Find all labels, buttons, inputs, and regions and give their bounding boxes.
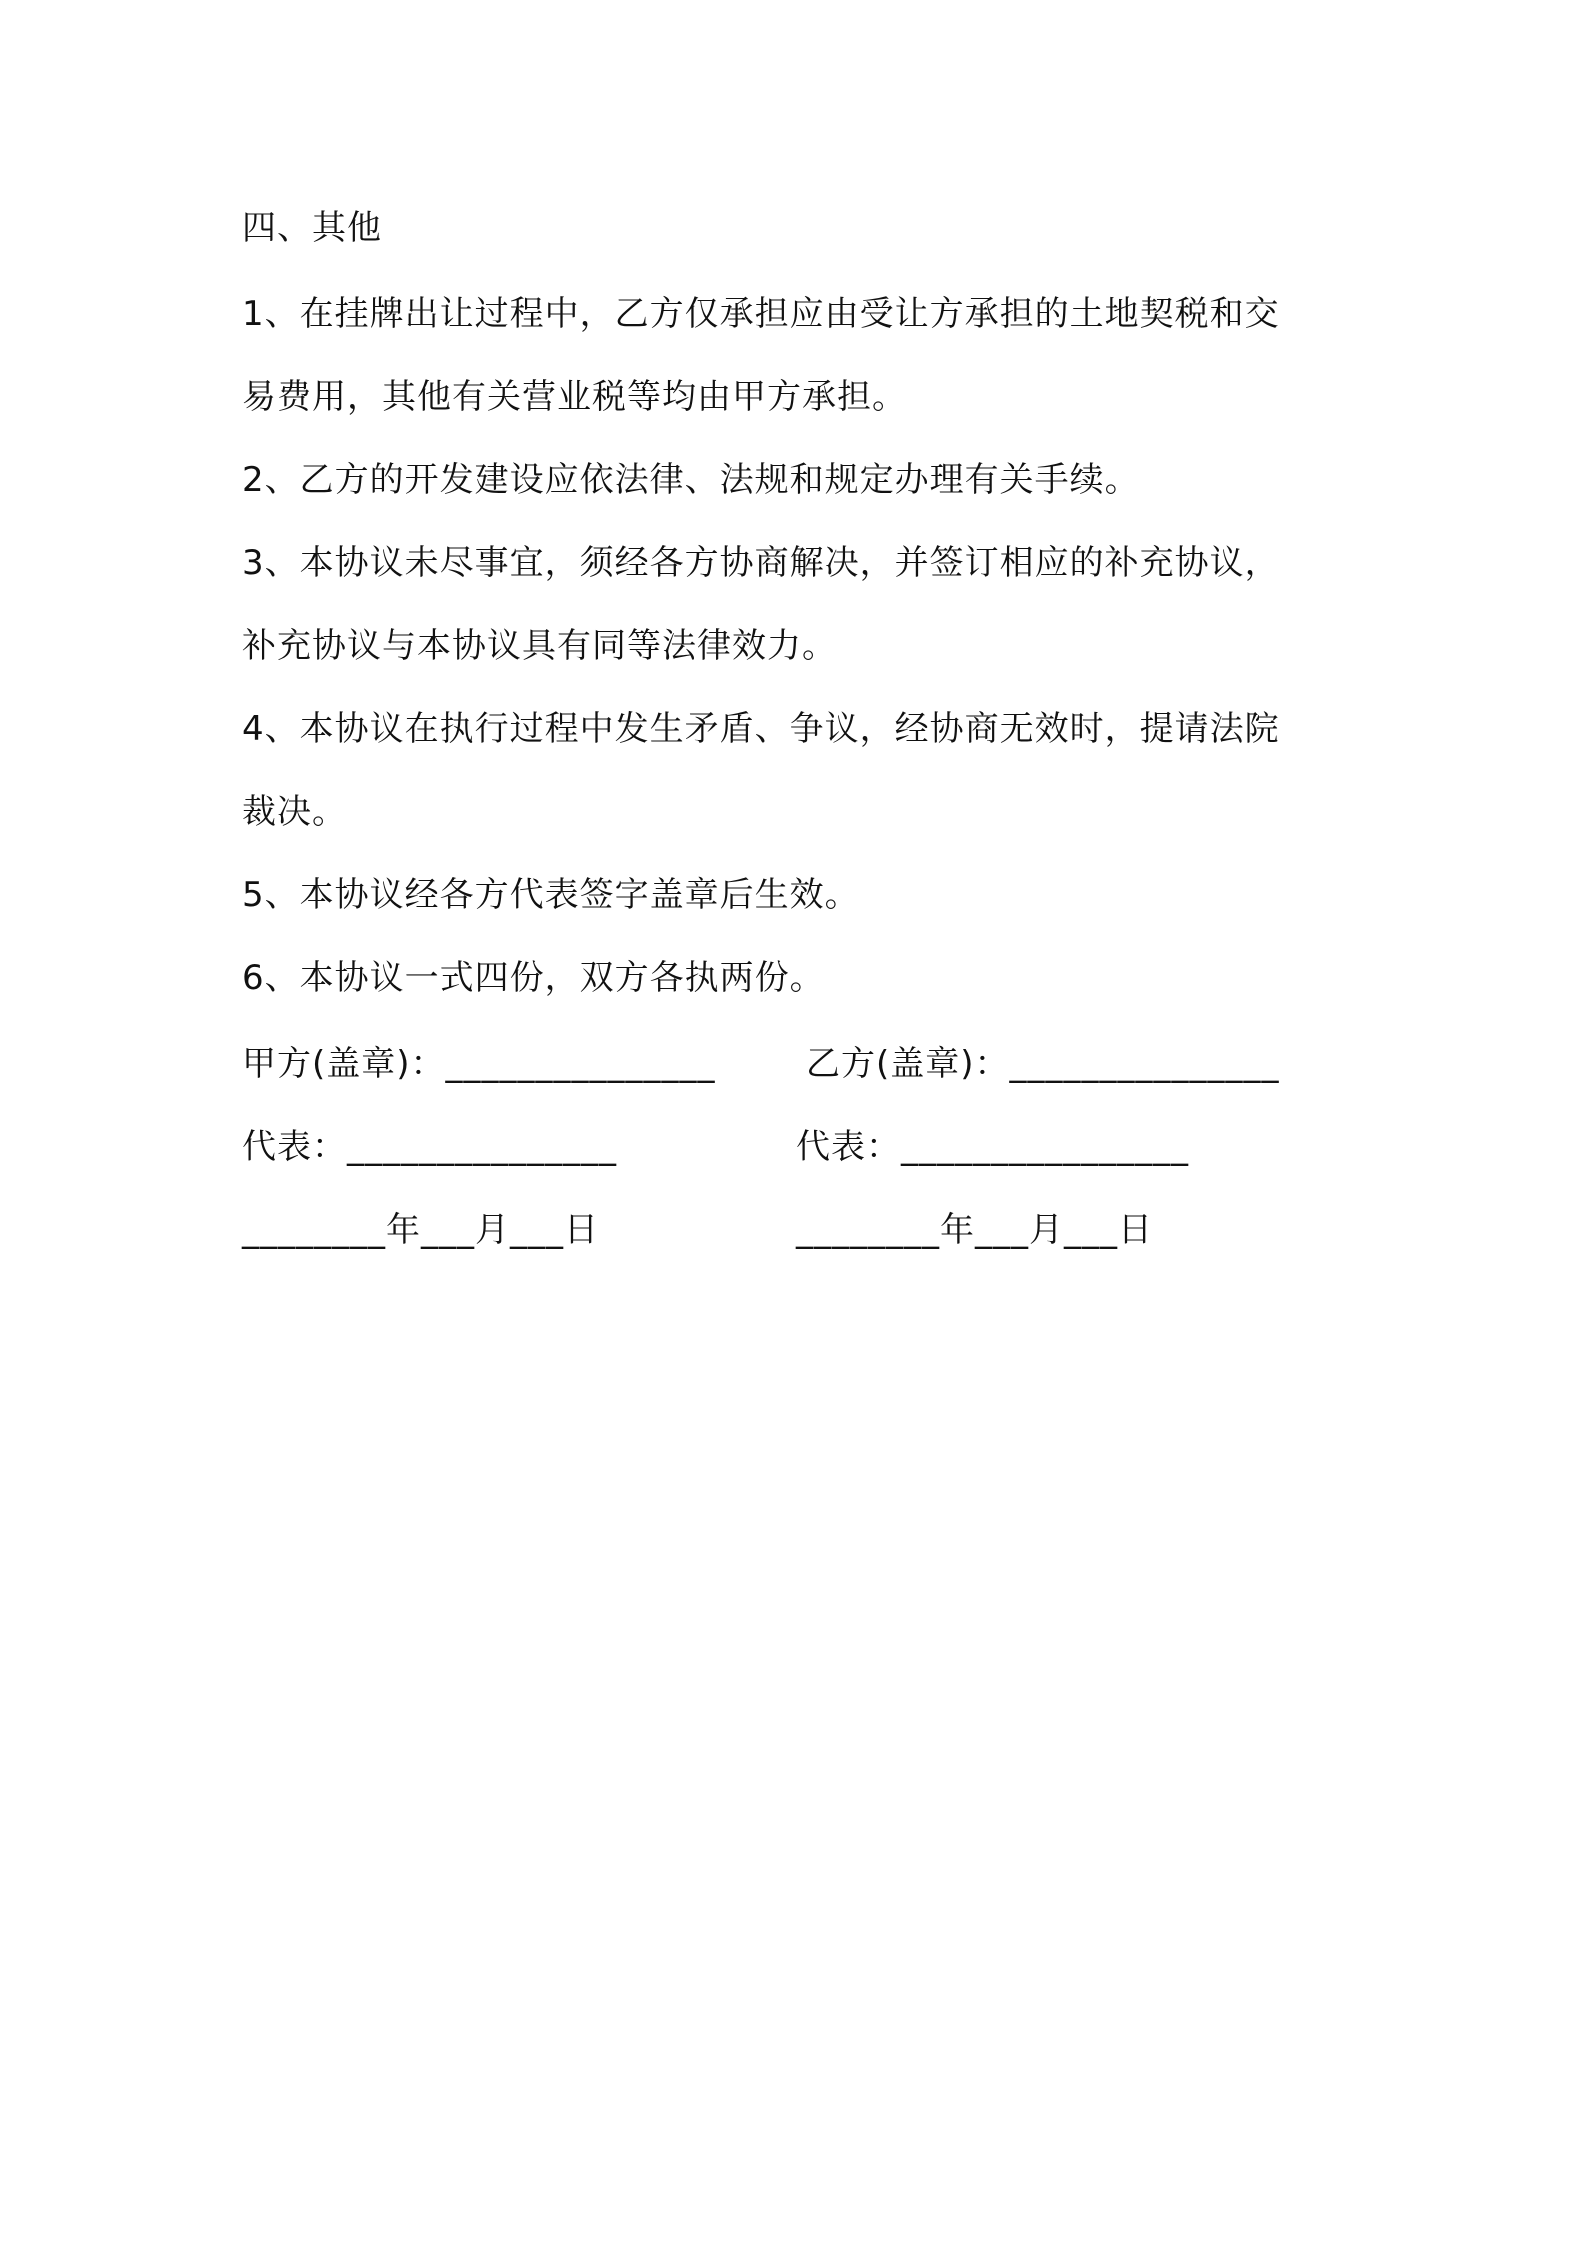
party-a-seal-line: 甲方(盖章)：_______________ bbox=[242, 1044, 716, 1084]
clause-4-line-2: 裁决。 bbox=[242, 792, 347, 832]
clause-3-line-2: 补充协议与本协议具有同等法律效力。 bbox=[242, 626, 837, 666]
clause-4-line-1: 4、本协议在执行过程中发生矛盾、争议，经协商无效时，提请法院 bbox=[242, 709, 1280, 749]
clause-2-line-1: 2、乙方的开发建设应依法律、法规和规定办理有关手续。 bbox=[242, 460, 1140, 500]
party-b-representative-line: 代表：________________ bbox=[796, 1127, 1189, 1167]
clause-3-line-1: 3、本协议未尽事宜，须经各方协商解决，并签订相应的补充协议， bbox=[242, 543, 1280, 583]
clause-1-line-2: 易费用，其他有关营业税等均由甲方承担。 bbox=[242, 377, 907, 417]
party-a-representative-line: 代表：_______________ bbox=[242, 1127, 617, 1167]
clause-1-line-1: 1、在挂牌出让过程中，乙方仅承担应由受让方承担的土地契税和交 bbox=[242, 294, 1280, 334]
section-heading: 四、其他 bbox=[242, 208, 382, 248]
clause-6-line-1: 6、本协议一式四份，双方各执两份。 bbox=[242, 958, 825, 998]
party-a-date-line: ________年___月___日 bbox=[242, 1210, 599, 1250]
party-b-date-line: ________年___月___日 bbox=[796, 1210, 1153, 1250]
party-b-seal-line: 乙方(盖章)：_______________ bbox=[806, 1044, 1280, 1084]
clause-5-line-1: 5、本协议经各方代表签字盖章后生效。 bbox=[242, 875, 860, 915]
